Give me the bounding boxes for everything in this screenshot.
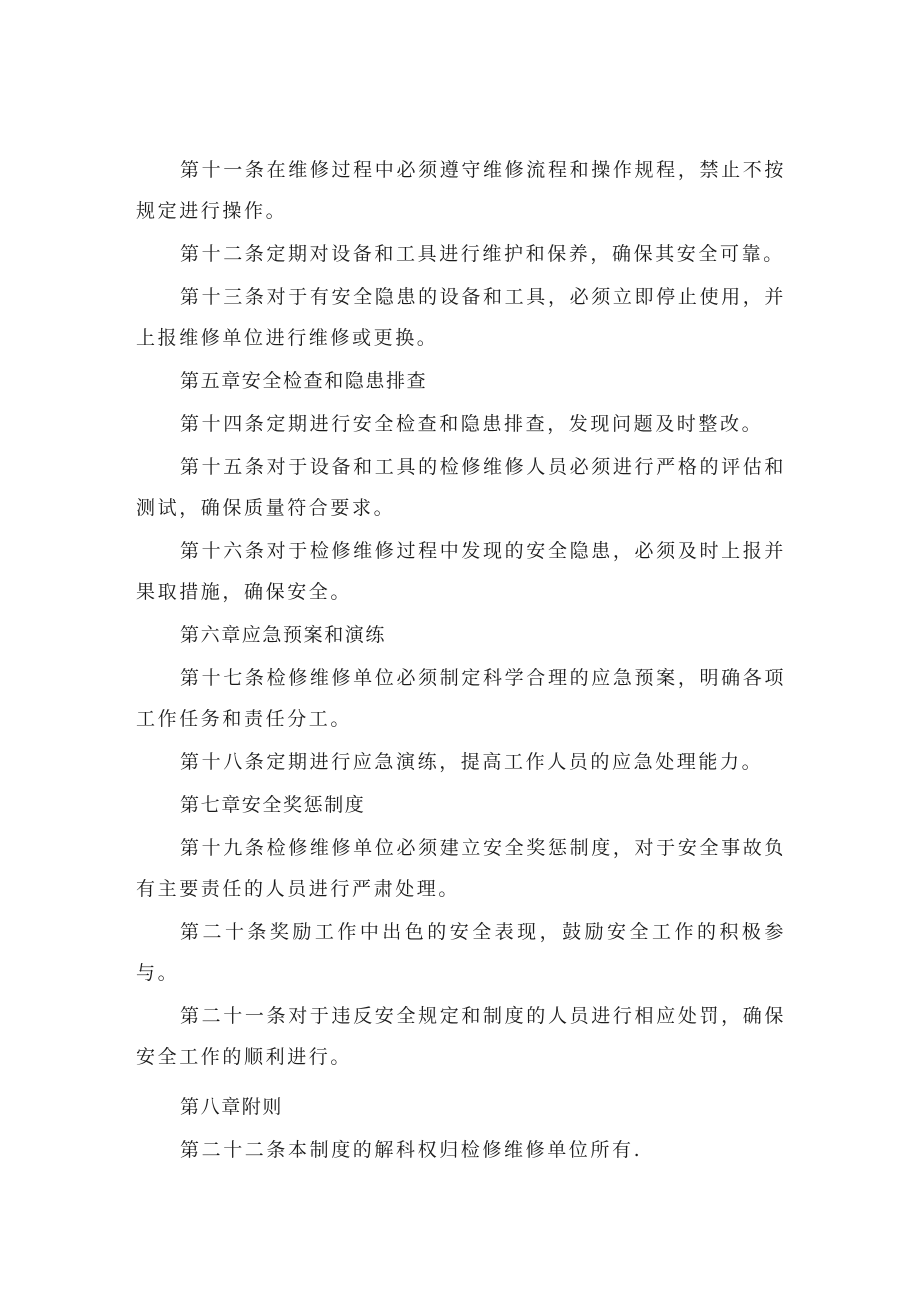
chapter-8-heading: 第八章附则: [180, 1096, 284, 1118]
article-16: 第十六条对于检修维修过程中发现的安全隐患，必须及时上报并果取措施，确保安全。: [136, 540, 786, 603]
article-19: 第十九条检修维修单位必须建立安全奖惩制度，对于安全事故负有主要责任的人员进行严肃处理。: [136, 837, 786, 900]
article-22: 第二十二条本制度的解科权归检修维修单位所有.: [180, 1139, 643, 1161]
article-21: 第二十一条对于违反安全规定和制度的人员进行相应处罚，确保安全工作的顺利进行。: [136, 1005, 786, 1068]
article-13: 第十三条对于有安全隐患的设备和工具，必须立即停止使用，并上报维修单位进行维修或更换。: [136, 286, 786, 349]
article-20: 第二十条奖励工作中出色的安全表现，鼓励安全工作的积极参与。: [136, 921, 786, 984]
chapter-6-heading: 第六章应急预案和演练: [180, 624, 387, 646]
chapter-5-heading: 第五章安全检查和隐患排查: [180, 370, 428, 392]
article-18: 第十八条定期进行应急演练，提高工作人员的应急处理能力。: [180, 751, 764, 773]
article-17: 第十七条检修维修单位必须制定科学合理的应急预案，明确各项工作任务和责任分工。: [136, 667, 786, 730]
document-body: [136, 150, 786, 1171]
chapter-7-heading: 第七章安全奖惩制度: [180, 794, 366, 816]
article-14: 第十四条定期进行安全检查和隐患排查，发现问题及时整改。: [180, 413, 764, 435]
article-15: 第十五条对于设备和工具的检修维修人员必须进行严格的评估和测试，确保质量符合要求。: [136, 456, 786, 519]
article-12: 第十二条定期对设备和工具进行维护和保养，确保其安全可靠。: [180, 243, 785, 265]
article-11: 第十一条在维修过程中必须遵守维修流程和操作规程，禁止不按规定进行操作。: [136, 159, 786, 222]
